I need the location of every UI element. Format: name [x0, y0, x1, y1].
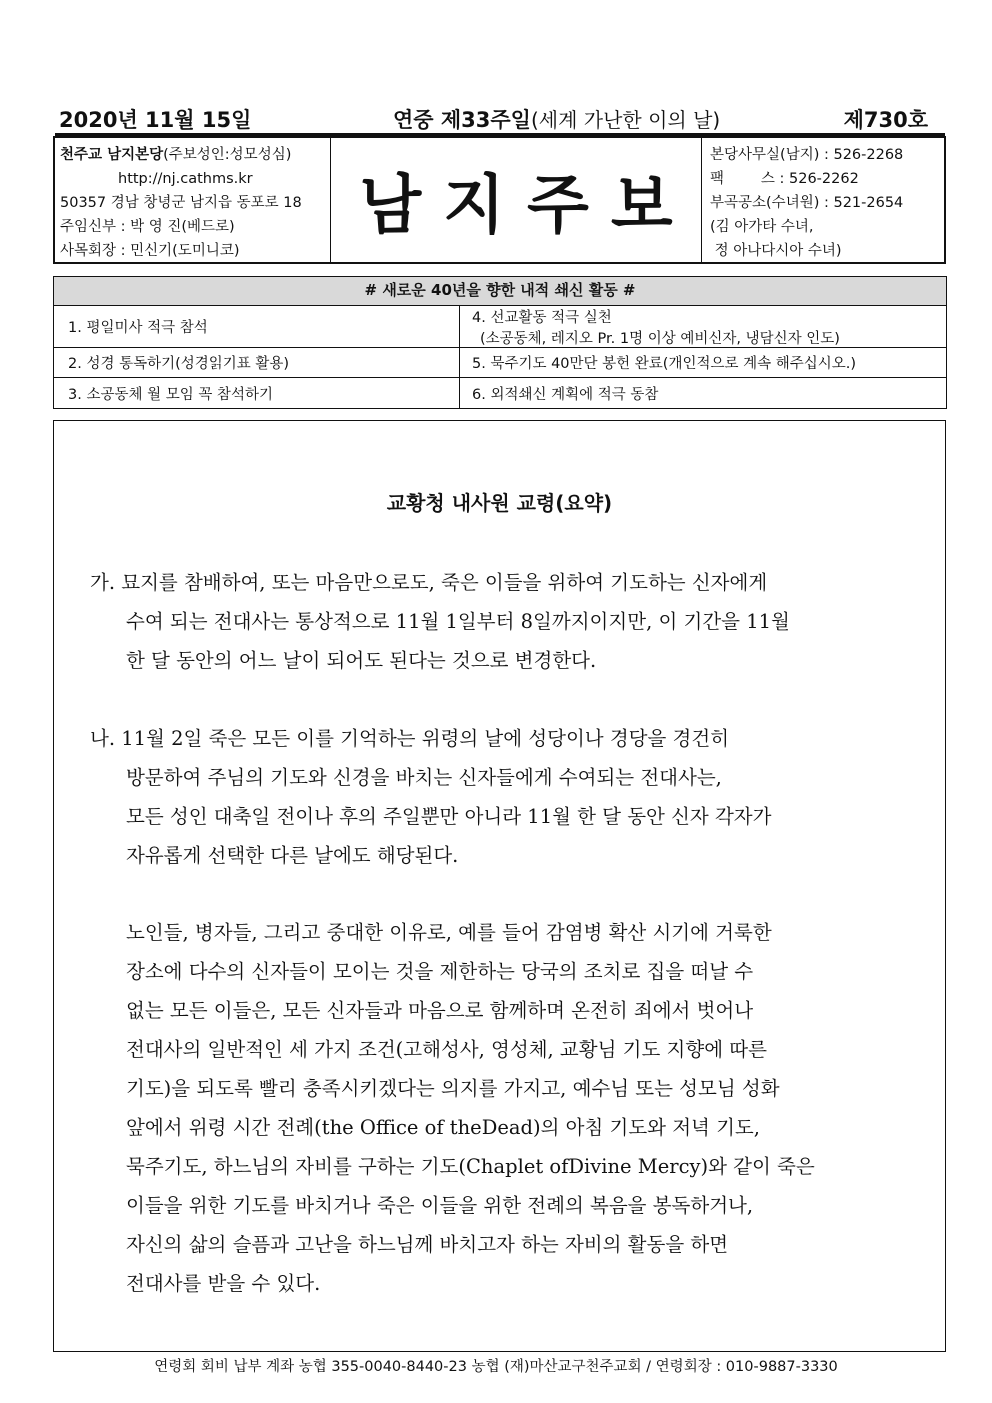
goal-item [54, 348, 460, 377]
goal-text: 3. 소공동체 월 모임 꼭 참석하기 [68, 386, 273, 403]
parish-patron: (주보성인:성모성심) [163, 147, 292, 163]
masthead [53, 136, 946, 264]
article-box [53, 420, 946, 1352]
text-line: 가. 묘지를 참배하여, 또는 마음만으로도, 죽은 이들을 위하여 기도하는 신자에게 [90, 571, 768, 594]
text-line: 한 달 동안의 어느 날이 되어도 된다는 것으로 변경한다. [126, 649, 597, 672]
text-line: 전대사의 일반적인 세 가지 조건(고해성사, 영성체, 교황님 기도 지향에 따른 [126, 1038, 767, 1061]
convent-phone: 부곡공소(수녀원) : 521-2654 [710, 195, 904, 211]
council-head: 사목회장 : 민신기(도미니코) [60, 243, 240, 259]
goals-title: # 새로운 40년을 향한 내적 쇄신 활동 # [54, 277, 946, 306]
sunday-title [393, 104, 720, 134]
parish-name-line [60, 143, 330, 167]
goal-item [460, 378, 946, 408]
text-line: 방문하여 주님의 기도와 신경을 바치는 신자들에게 수여되는 전대사는, [126, 766, 722, 789]
goal-item [54, 306, 460, 347]
goal-text: 2. 성경 통독하기(성경읽기표 활용) [68, 356, 290, 372]
issue-header [55, 104, 930, 136]
paragraph-na [90, 719, 920, 875]
text-line: 노인들, 병자들, 그리고 중대한 이유로, 예를 들어 감염병 확산 시기에 거룩한 [126, 921, 772, 944]
goal-item [460, 306, 946, 347]
goal-text: 1. 평일미사 적극 참석 [68, 320, 208, 336]
goal-text: 6. 외적쇄신 계획에 적극 동참 [472, 386, 659, 403]
sister-name-2: 정 아나다시아 수녀) [710, 243, 842, 259]
parish-url[interactable]: http://nj.cathms.kr [118, 171, 253, 187]
goal-item [54, 378, 460, 408]
office-phone: 본당사무실(남지) : 526-2268 [710, 147, 904, 163]
goal-item [460, 348, 946, 377]
pastor-name: 주임신부 : 박 영 진(베드로) [60, 219, 235, 235]
footer-account-info: 연령회 회비 납부 계좌 농협 355-0040-8440-23 농협 (재)마산교구천주교회 / 연령회장 : 010-9887-3330 [154, 1359, 838, 1375]
sunday-title-main: 연중 제33주일 [393, 108, 531, 132]
text-line: 이들을 위한 기도를 바치거나 죽은 이들을 위한 전례의 복음을 봉독하거나, [126, 1194, 754, 1217]
text-line: 전대사를 받을 수 있다. [126, 1272, 321, 1295]
goals-row [54, 378, 946, 408]
goals-row [54, 348, 946, 378]
text-line: 수여 되는 전대사는 통상적으로 11월 1일부터 8일까지이지만, 이 기간을 11월 [126, 610, 790, 633]
goal-text: 4. 선교활동 적극 실천 [472, 309, 612, 326]
text-line: 모든 성인 대축일 전이나 후의 주일뿐만 아니라 11월 한 달 동안 신자 각자가 [126, 805, 772, 828]
renewal-goals-table [53, 276, 947, 409]
contact-info [701, 138, 946, 262]
goal-text: 5. 묵주기도 40만단 봉헌 완료(개인적으로 계속 해주십시오.) [472, 356, 857, 372]
parish-address: 50357 경남 창녕군 남지읍 동포로 18 [60, 195, 302, 211]
sunday-subtitle: (세계 가난한 이의 날) [530, 108, 721, 132]
text-line: 기도)을 되도록 빨리 충족시키겠다는 의지를 가지고, 예수님 또는 성모님 성화 [126, 1077, 780, 1100]
issue-number: 제730호 [843, 108, 928, 132]
goals-row [54, 306, 946, 348]
text-line: 묵주기도, 하느님의 자비를 구하는 기도(Chaplet ofDivine Mercy)와 같이 죽은 [126, 1155, 815, 1178]
fax-number: 팩 스 : 526-2262 [710, 171, 859, 187]
text-line: 앞에서 위령 시간 전례(the Office of theDead)의 아침 기도와 저녁 기도, [126, 1116, 760, 1139]
bulletin-name: 남지주보 [359, 168, 695, 243]
article-heading: 교황청 내사원 교령(요약) [386, 491, 613, 515]
text-line: 자유롭게 선택한 다른 날에도 해당된다. [126, 844, 459, 867]
text-line: 장소에 다수의 신자들이 모이는 것을 제한하는 당국의 조치로 집을 떠날 수 [126, 960, 754, 983]
parish-name: 천주교 남지본당 [60, 147, 164, 163]
parish-info [55, 138, 331, 262]
text-line: 나. 11월 2일 죽은 모든 이를 기억하는 위령의 날에 성당이나 경당을 경건히 [90, 727, 730, 750]
bulletin-logo [331, 138, 701, 262]
paragraph-exceptions [90, 913, 920, 1303]
goal-subtext: (소공동체, 레지오 Pr. 1명 이상 예비신자, 냉담신자 인도) [480, 330, 840, 347]
text-line: 없는 모든 이들은, 모든 신자들과 마음으로 함께하며 온전히 죄에서 벗어나 [126, 999, 754, 1022]
paragraph-ga [90, 563, 920, 680]
text-line: 자신의 삶의 슬픔과 고난을 하느님께 바치고자 하는 자비의 활동을 하면 [126, 1233, 729, 1256]
sister-name-1: (김 아가타 수녀, [710, 219, 814, 235]
issue-date: 2020년 11월 15일 [59, 108, 252, 132]
